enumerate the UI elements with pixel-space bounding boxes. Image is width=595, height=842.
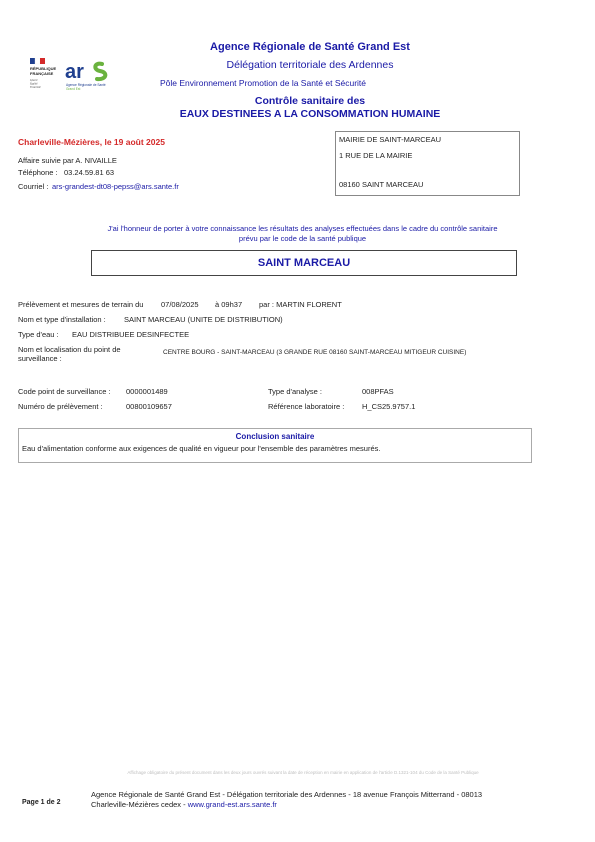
conclusion-title: Conclusion sanitaire xyxy=(235,432,315,441)
svg-text:Grand Est: Grand Est xyxy=(66,87,81,91)
ars-logo xyxy=(64,58,116,94)
recipient-line-2: 1 RUE DE LA MAIRIE xyxy=(339,151,413,160)
svg-text:Égalité: Égalité xyxy=(30,82,38,86)
republique-francaise-logo xyxy=(26,58,62,98)
prelevement-time: à 09h37 xyxy=(215,300,243,309)
point-value: CENTRE BOURG - SAINT-MARCEAU (3 GRANDE RUE 08160 SAINT-MARCEAU MITIGEUR CUISINE) xyxy=(163,349,467,356)
date-place: Charleville-Mézières, le 19 août 2025 xyxy=(18,137,165,147)
phone-value: 03.24.59.81 63 xyxy=(64,168,115,177)
control-title: Contrôle sanitaire des xyxy=(254,95,366,107)
code-point-label: Code point de surveillance : xyxy=(18,387,111,396)
conclusion-text: Eau d'alimentation conforme aux exigences de qualité en vigueur pour l'ensemble des paramètres mesurés. xyxy=(22,444,381,453)
footer-city: Charleville-Mézières cedex - xyxy=(91,800,186,809)
reference-labo-label: Référence laboratoire : xyxy=(268,402,345,411)
type-eau-value: EAU DISTRIBUEE DESINFECTEE xyxy=(72,330,190,339)
svg-text:Agence Régionale de Santé: Agence Régionale de Santé xyxy=(66,83,106,87)
type-analyse-value: 008PFAS xyxy=(362,387,394,396)
affaire-suivie: Affaire suivie par A. NIVAILLE xyxy=(18,156,117,165)
footer-line-2 xyxy=(91,800,277,809)
agency-title: Agence Régionale de Santé Grand Est xyxy=(210,41,410,53)
page-number: Page 1 de 2 xyxy=(22,799,61,806)
water-title: EAUX DESTINEES A LA CONSOMMATION HUMAINE xyxy=(179,108,441,120)
footer-website-link[interactable]: www.grand-est.ars.sante.fr xyxy=(187,800,277,809)
recipient-line-1: MAIRIE DE SAINT-MARCEAU xyxy=(339,135,442,144)
point-label-1: Nom et localisation du point de xyxy=(18,345,121,354)
commune-title-box xyxy=(91,250,517,276)
numero-prelevement-value: 00800109657 xyxy=(126,402,172,411)
commune-title: SAINT MARCEAU xyxy=(257,257,351,269)
numero-prelevement-label: Numéro de prélèvement : xyxy=(18,402,103,411)
intro-text xyxy=(80,224,525,244)
mail-link[interactable]: ars-grandest-dt08-pepss@ars.sante.fr xyxy=(52,182,179,191)
point-label-2: surveillance : xyxy=(18,354,62,363)
svg-text:Fraternité: Fraternité xyxy=(30,86,41,89)
installation-value: SAINT MARCEAU (UNITE DE DISTRIBUTION) xyxy=(124,315,283,324)
mail-label: Courriel : xyxy=(18,182,49,191)
svg-text:Liberté: Liberté xyxy=(30,79,38,82)
type-analyse-label: Type d'analyse : xyxy=(268,387,322,396)
svg-text:ar: ar xyxy=(65,61,84,83)
prelevement-label: Prélèvement et mesures de terrain du xyxy=(18,300,144,309)
pole-title: Pôle Environnement Promotion de la Santé et Sécurité xyxy=(160,78,367,88)
conclusion-box xyxy=(18,428,532,463)
intro-line-1: J'ai l'honneur de porter à votre connaissance les résultats des analyses effectuées dans le cadre du contrôle sanitaire xyxy=(107,224,498,233)
prelevement-date: 07/08/2025 xyxy=(161,300,199,309)
legal-notice: Affichage obligatoire du présent document dans les deux jours ouvrés suivant la date de réception en mairie en application de l'article D.1321-104 du Code de la Santé Publique xyxy=(127,770,479,775)
code-point-value: 0000001489 xyxy=(126,387,168,396)
reference-labo-value: H_CS25.9757.1 xyxy=(362,402,416,411)
intro-line-2: prévu par le code de la santé publique xyxy=(238,234,367,243)
delegation-title: Délégation territoriale des Ardennes xyxy=(226,59,394,71)
prelevement-operator: par : MARTIN FLORENT xyxy=(259,300,342,309)
recipient-line-3: 08160 SAINT MARCEAU xyxy=(339,180,424,189)
recipient-address-box xyxy=(335,131,520,196)
svg-text:FRANÇAISE: FRANÇAISE xyxy=(30,71,54,76)
type-eau-label: Type d'eau : xyxy=(18,330,59,339)
svg-text:RÉPUBLIQUE: RÉPUBLIQUE xyxy=(30,66,57,71)
phone-label: Téléphone : xyxy=(18,168,58,177)
footer-address: Agence Régionale de Santé Grand Est - Délégation territoriale des Ardennes - 18 avenue François Mitterrand - 08013 xyxy=(91,790,483,799)
installation-label: Nom et type d'installation : xyxy=(18,315,106,324)
